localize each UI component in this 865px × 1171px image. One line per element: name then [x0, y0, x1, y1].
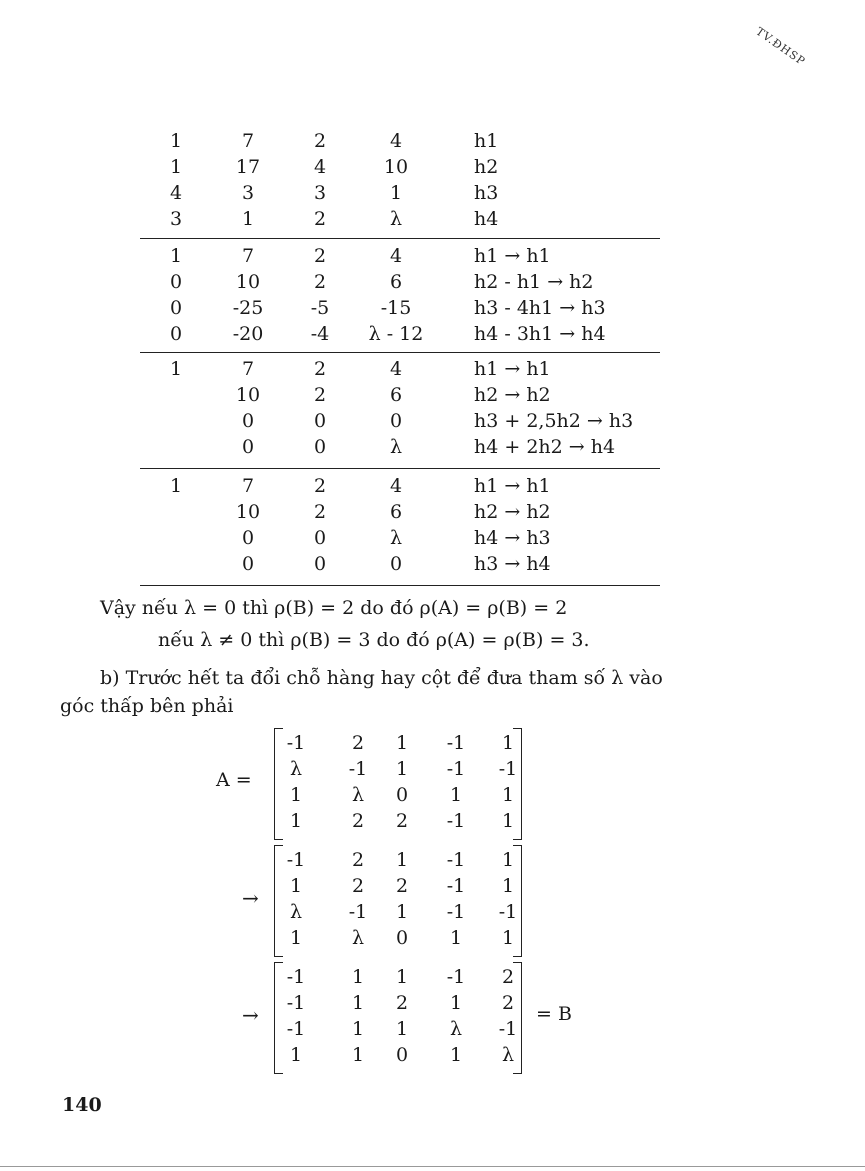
matrix-3-entry-r2-c1: -1	[286, 992, 306, 1014]
matrix-2-entry-r2-c3: 2	[395, 875, 409, 897]
step-1-row-1-col-4: 4	[389, 130, 403, 152]
matrix-2-entry-r4-c5: 1	[501, 927, 515, 949]
step-4-row-1-col-1: 1	[169, 475, 183, 497]
matrix-2-entry-r3-c3: 1	[395, 901, 409, 923]
matrix-1-entry-r3-c5: 1	[501, 784, 515, 806]
step-1-row-1-col-1: 1	[169, 130, 183, 152]
step-2-row-2-col-3: 2	[313, 271, 327, 293]
matrix-1-entry-r3-c1: 1	[289, 784, 303, 806]
step-2-row-2-col-2: 10	[235, 271, 261, 293]
matrix-1-entry-r3-c3: 0	[395, 784, 409, 806]
step-4-row-4-operation: h3 → h4	[474, 553, 551, 575]
step-3-row-1-col-1: 1	[169, 358, 183, 380]
step-1-row-2-col-1: 1	[169, 156, 183, 178]
step-4-row-1-col-4: 4	[389, 475, 403, 497]
matrix-3-entry-r4-c4: 1	[449, 1044, 463, 1066]
matrix-3-entry-r4-c1: 1	[289, 1044, 303, 1066]
matrix-1-entry-r2-c2: -1	[348, 758, 368, 780]
matrix-a-label: A =	[216, 769, 252, 791]
step-2-row-3-col-2: -25	[232, 297, 264, 319]
matrix-3-entry-r1-c1: -1	[286, 966, 306, 988]
step-3-row-4-col-3: 0	[313, 436, 327, 458]
step-1-row-2-col-3: 4	[313, 156, 327, 178]
step-2-row-1-operation: h1 → h1	[474, 245, 551, 267]
step-2-row-4-col-2: -20	[232, 323, 264, 345]
matrix-3-entry-r4-c3: 0	[395, 1044, 409, 1066]
step-4-row-3-col-3: 0	[313, 527, 327, 549]
step-1-row-3-col-3: 3	[313, 182, 327, 204]
step-1-row-3-col-2: 3	[241, 182, 255, 204]
matrix-1-entry-r2-c3: 1	[395, 758, 409, 780]
step-4-row-3-col-2: 0	[241, 527, 255, 549]
matrix-2-entry-r2-c1: 1	[289, 875, 303, 897]
step-1-row-1-operation: h1	[474, 130, 499, 152]
step-3-row-4-col-4: λ	[389, 436, 403, 458]
step-1-row-4-col-3: 2	[313, 208, 327, 230]
step-4-row-1-col-2: 7	[241, 475, 255, 497]
matrix-2-entry-r1-c2: 2	[351, 849, 365, 871]
matrix-3-entry-r4-c5: λ	[501, 1044, 515, 1066]
matrix-1-entry-r1-c3: 1	[395, 732, 409, 754]
step-2-row-2-operation: h2 - h1 → h2	[474, 271, 594, 293]
step-4-row-3-col-4: λ	[389, 527, 403, 549]
matrix-1-entry-r4-c5: 1	[501, 810, 515, 832]
step-2-row-4-col-1: 0	[169, 323, 183, 345]
step-3-row-1-col-4: 4	[389, 358, 403, 380]
step-4-row-1-col-3: 2	[313, 475, 327, 497]
matrix-3-entry-r4-c2: 1	[351, 1044, 365, 1066]
matrix-1-entry-r2-c1: λ	[289, 758, 303, 780]
matrix-3-entry-r3-c4: λ	[449, 1018, 463, 1040]
matrix-1-entry-r4-c4: -1	[446, 810, 466, 832]
matrix-3-entry-r1-c5: 2	[501, 966, 515, 988]
step-2-row-1-col-2: 7	[241, 245, 255, 267]
step-1-row-1-col-2: 7	[241, 130, 255, 152]
conclusion-line-2: nếu λ ≠ 0 thì ρ(B) = 3 do đó ρ(A) = ρ(B) = 3.	[158, 629, 590, 651]
step-2-row-1-col-1: 1	[169, 245, 183, 267]
step-1-row-4-operation: h4	[474, 208, 499, 230]
matrix-1-entry-r3-c2: λ	[351, 784, 365, 806]
step-3-row-2-col-3: 2	[313, 384, 327, 406]
step-4-row-4-col-2: 0	[241, 553, 255, 575]
matrix-1-entry-r1-c1: -1	[286, 732, 306, 754]
step-1-row-2-col-4: 10	[383, 156, 409, 178]
step-3-row-3-col-4: 0	[389, 410, 403, 432]
matrix-1-entry-r3-c4: 1	[449, 784, 463, 806]
step-4-row-2-operation: h2 → h2	[474, 501, 551, 523]
step-1-row-3-col-4: 1	[389, 182, 403, 204]
step-2-row-3-col-4: -15	[380, 297, 412, 319]
step-4-row-1-operation: h1 → h1	[474, 475, 551, 497]
matrix-1-entry-r4-c1: 1	[289, 810, 303, 832]
step-2-row-4-col-4: λ - 12	[368, 323, 424, 345]
matrix-2-entry-r1-c1: -1	[286, 849, 306, 871]
matrix-3-entry-r1-c4: -1	[446, 966, 466, 988]
step-1-row-4-col-4: λ	[389, 208, 403, 230]
part-b-line-2: góc thấp bên phải	[60, 695, 234, 717]
matrix-1-entry-r4-c3: 2	[395, 810, 409, 832]
part-b-line-1: b) Trước hết ta đổi chỗ hàng hay cột để đưa tham số λ vào	[100, 667, 663, 689]
matrix-3-entry-r2-c5: 2	[501, 992, 515, 1014]
step-3-row-3-col-2: 0	[241, 410, 255, 432]
matrix-1-entry-r4-c2: 2	[351, 810, 365, 832]
step-3-row-2-operation: h2 → h2	[474, 384, 551, 406]
step-1-row-3-col-1: 4	[169, 182, 183, 204]
step-3-row-1-operation: h1 → h1	[474, 358, 551, 380]
step-2-row-1-col-3: 2	[313, 245, 327, 267]
matrix-1-entry-r1-c4: -1	[446, 732, 466, 754]
matrix-3-entry-r2-c4: 1	[449, 992, 463, 1014]
matrix-2-entry-r2-c4: -1	[446, 875, 466, 897]
matrix-2-entry-r4-c3: 0	[395, 927, 409, 949]
matrix-3-entry-r3-c5: -1	[498, 1018, 518, 1040]
page-bottom-edge	[0, 1166, 865, 1167]
step-2-row-4-col-3: -4	[310, 323, 330, 345]
step-3-row-3-col-3: 0	[313, 410, 327, 432]
matrix-b-label: = B	[536, 1003, 572, 1025]
matrix-2-entry-r3-c1: λ	[289, 901, 303, 923]
step-4-row-2-col-2: 10	[235, 501, 261, 523]
matrix-2-entry-r1-c4: -1	[446, 849, 466, 871]
step-2-row-2-col-4: 6	[389, 271, 403, 293]
page-number: 140	[62, 1094, 102, 1116]
step-4-row-2-col-3: 2	[313, 501, 327, 523]
transform-arrow: →	[242, 1003, 259, 1027]
conclusion-line-1: Vậy nếu λ = 0 thì ρ(B) = 2 do đó ρ(A) = ρ(B) = 2	[100, 597, 568, 619]
step-1-row-3-operation: h3	[474, 182, 499, 204]
step-1-row-2-operation: h2	[474, 156, 499, 178]
matrix-1-entry-r1-c2: 2	[351, 732, 365, 754]
step-3-row-4-operation: h4 + 2h2 → h4	[474, 436, 616, 458]
step-1-row-4-col-1: 3	[169, 208, 183, 230]
transform-arrow: →	[242, 886, 259, 910]
step-3-row-3-operation: h3 + 2,5h2 → h3	[474, 410, 634, 432]
matrix-2-entry-r3-c5: -1	[498, 901, 518, 923]
matrix-3-entry-r3-c3: 1	[395, 1018, 409, 1040]
matrix-2-entry-r4-c1: 1	[289, 927, 303, 949]
step-4-row-2-col-4: 6	[389, 501, 403, 523]
step-1-row-1-col-3: 2	[313, 130, 327, 152]
matrix-1-entry-r2-c4: -1	[446, 758, 466, 780]
step-separator	[140, 238, 660, 239]
library-stamp: TV.ĐHSP	[753, 24, 808, 69]
step-2-row-3-operation: h3 - 4h1 → h3	[474, 297, 606, 319]
step-2-row-4-operation: h4 - 3h1 → h4	[474, 323, 606, 345]
step-3-row-2-col-2: 10	[235, 384, 261, 406]
matrix-3-entry-r2-c3: 2	[395, 992, 409, 1014]
matrix-1-entry-r1-c5: 1	[501, 732, 515, 754]
step-4-row-4-col-4: 0	[389, 553, 403, 575]
step-4-row-3-operation: h4 → h3	[474, 527, 551, 549]
matrix-2-entry-r1-c5: 1	[501, 849, 515, 871]
matrix-2-entry-r3-c2: -1	[348, 901, 368, 923]
step-3-row-1-col-3: 2	[313, 358, 327, 380]
matrix-2-entry-r3-c4: -1	[446, 901, 466, 923]
matrix-3-entry-r1-c2: 1	[351, 966, 365, 988]
step-2-row-3-col-3: -5	[310, 297, 330, 319]
step-2-row-3-col-1: 0	[169, 297, 183, 319]
step-3-row-2-col-4: 6	[389, 384, 403, 406]
step-3-row-4-col-2: 0	[241, 436, 255, 458]
step-1-row-2-col-2: 17	[235, 156, 261, 178]
step-3-row-1-col-2: 7	[241, 358, 255, 380]
step-2-row-2-col-1: 0	[169, 271, 183, 293]
step-separator	[140, 352, 660, 353]
matrix-3-entry-r3-c2: 1	[351, 1018, 365, 1040]
matrix-2-entry-r2-c5: 1	[501, 875, 515, 897]
matrix-1-entry-r2-c5: -1	[498, 758, 518, 780]
step-4-row-4-col-3: 0	[313, 553, 327, 575]
matrix-2-entry-r2-c2: 2	[351, 875, 365, 897]
matrix-2-entry-r1-c3: 1	[395, 849, 409, 871]
step-2-row-1-col-4: 4	[389, 245, 403, 267]
matrix-3-entry-r3-c1: -1	[286, 1018, 306, 1040]
step-separator	[140, 585, 660, 586]
matrix-2-entry-r4-c2: λ	[351, 927, 365, 949]
step-separator	[140, 468, 660, 469]
matrix-3-entry-r2-c2: 1	[351, 992, 365, 1014]
matrix-3-entry-r1-c3: 1	[395, 966, 409, 988]
step-1-row-4-col-2: 1	[241, 208, 255, 230]
matrix-2-entry-r4-c4: 1	[449, 927, 463, 949]
